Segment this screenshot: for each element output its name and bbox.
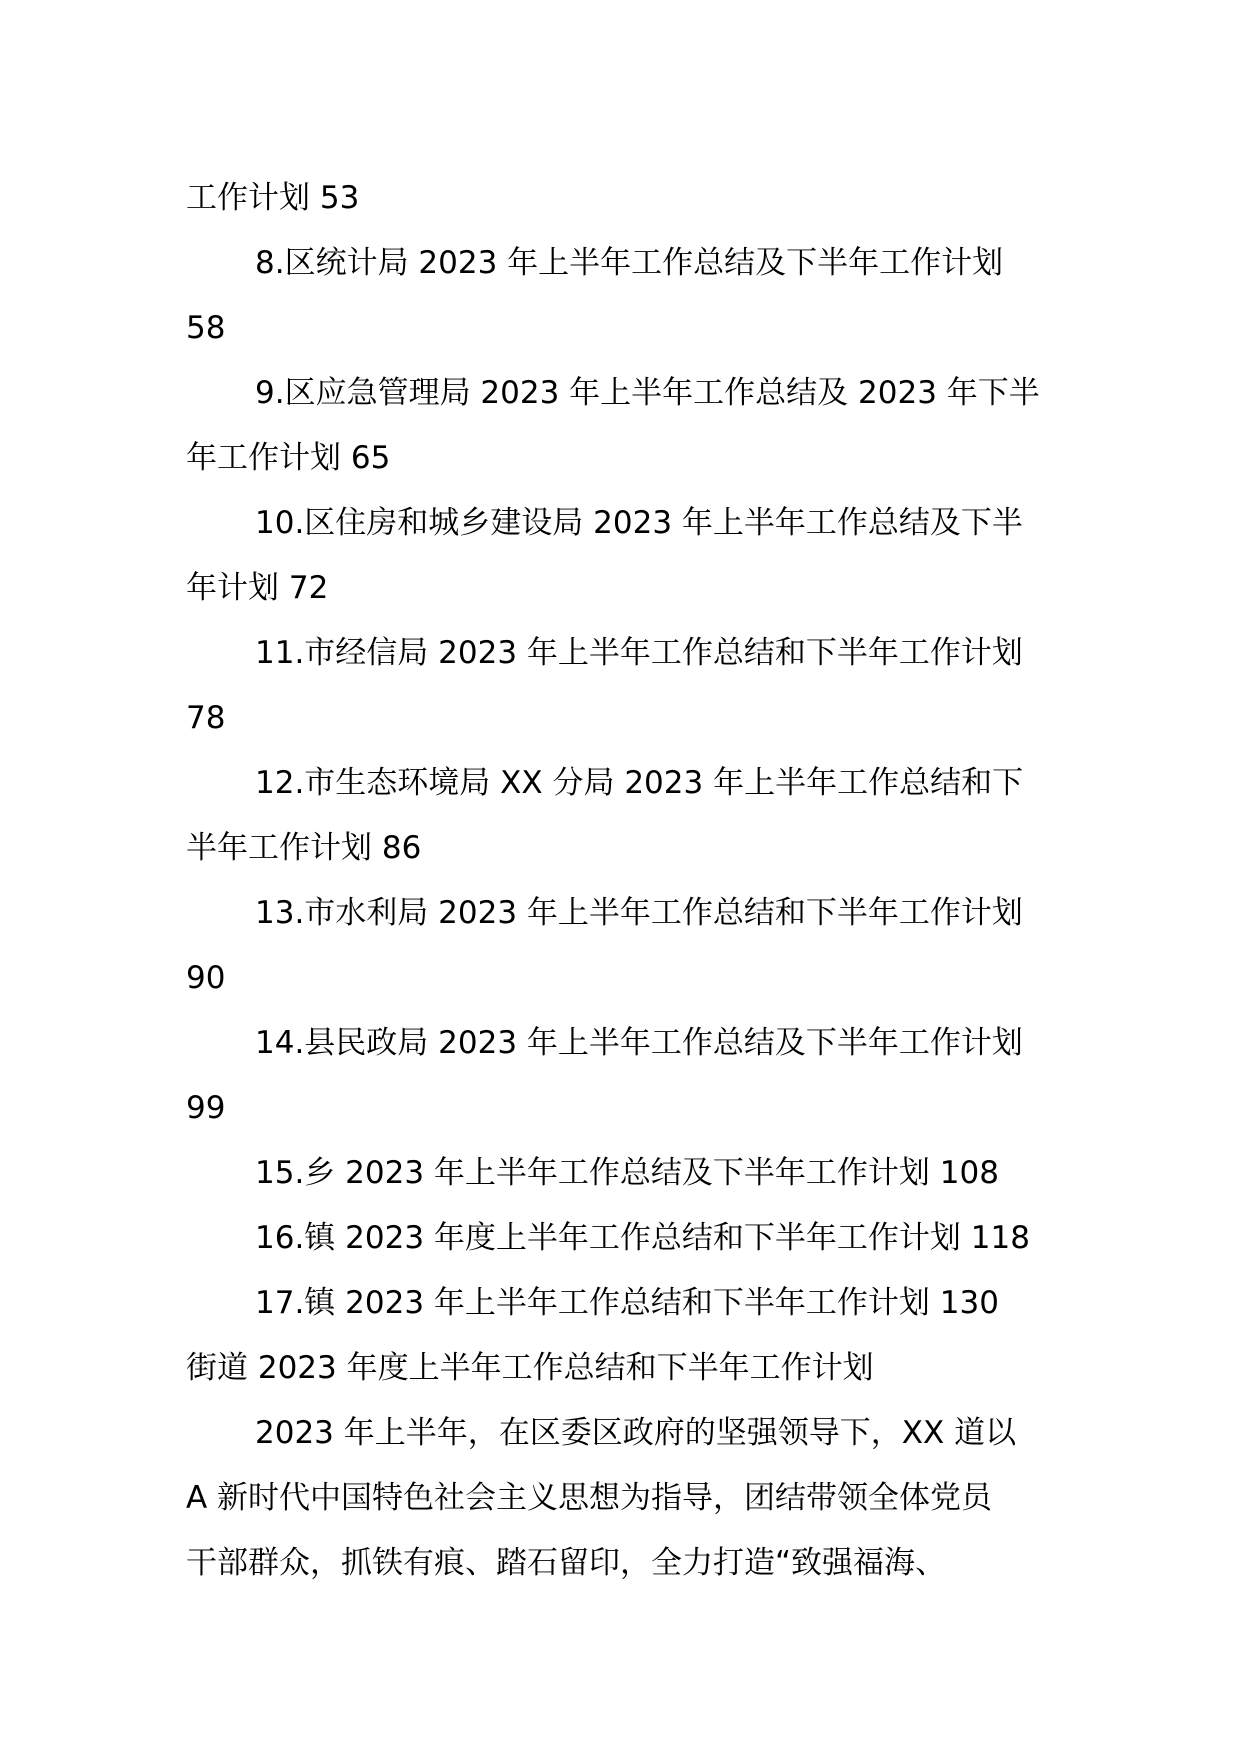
section-title: 街道 2023 年度上半年工作总结和下半年工作计划 <box>186 1350 874 1386</box>
body-paragraph-line: 干部群众，抓铁有痕、踏石留印，全力打造“致强福海、 <box>186 1545 947 1581</box>
body-paragraph-line: 2023 年上半年，在区委区政府的坚强领导下，XX 道以 <box>255 1415 1017 1451</box>
toc-line: 年工作计划 65 <box>186 440 391 476</box>
toc-entry: 13.市水利局 2023 年上半年工作总结和下半年工作计划 <box>255 895 1023 931</box>
toc-line: 58 <box>186 310 226 346</box>
toc-entry: 10.区住房和城乡建设局 2023 年上半年工作总结及下半 <box>255 505 1023 541</box>
toc-entry: 11.市经信局 2023 年上半年工作总结和下半年工作计划 <box>255 635 1023 671</box>
toc-entry: 12.市生态环境局 XX 分局 2023 年上半年工作总结和下 <box>255 765 1024 801</box>
toc-entry: 14.县民政局 2023 年上半年工作总结及下半年工作计划 <box>255 1025 1023 1061</box>
toc-entry: 16.镇 2023 年度上半年工作总结和下半年工作计划 118 <box>255 1220 1030 1256</box>
toc-entry: 17.镇 2023 年上半年工作总结和下半年工作计划 130 <box>255 1285 999 1321</box>
toc-line: 78 <box>186 700 226 736</box>
toc-line: 年计划 72 <box>186 570 329 606</box>
body-paragraph-line: A 新时代中国特色社会主义思想为指导，团结带领全体党员 <box>186 1480 993 1516</box>
toc-entry: 9.区应急管理局 2023 年上半年工作总结及 2023 年下半 <box>255 375 1040 411</box>
toc-line: 工作计划 53 <box>186 180 360 216</box>
toc-entry: 8.区统计局 2023 年上半年工作总结及下半年工作计划 <box>255 245 1004 281</box>
toc-line: 90 <box>186 960 226 996</box>
toc-entry: 15.乡 2023 年上半年工作总结及下半年工作计划 108 <box>255 1155 999 1191</box>
toc-line: 99 <box>186 1090 226 1126</box>
toc-line: 半年工作计划 86 <box>186 830 422 866</box>
document-body <box>186 166 1056 1596</box>
